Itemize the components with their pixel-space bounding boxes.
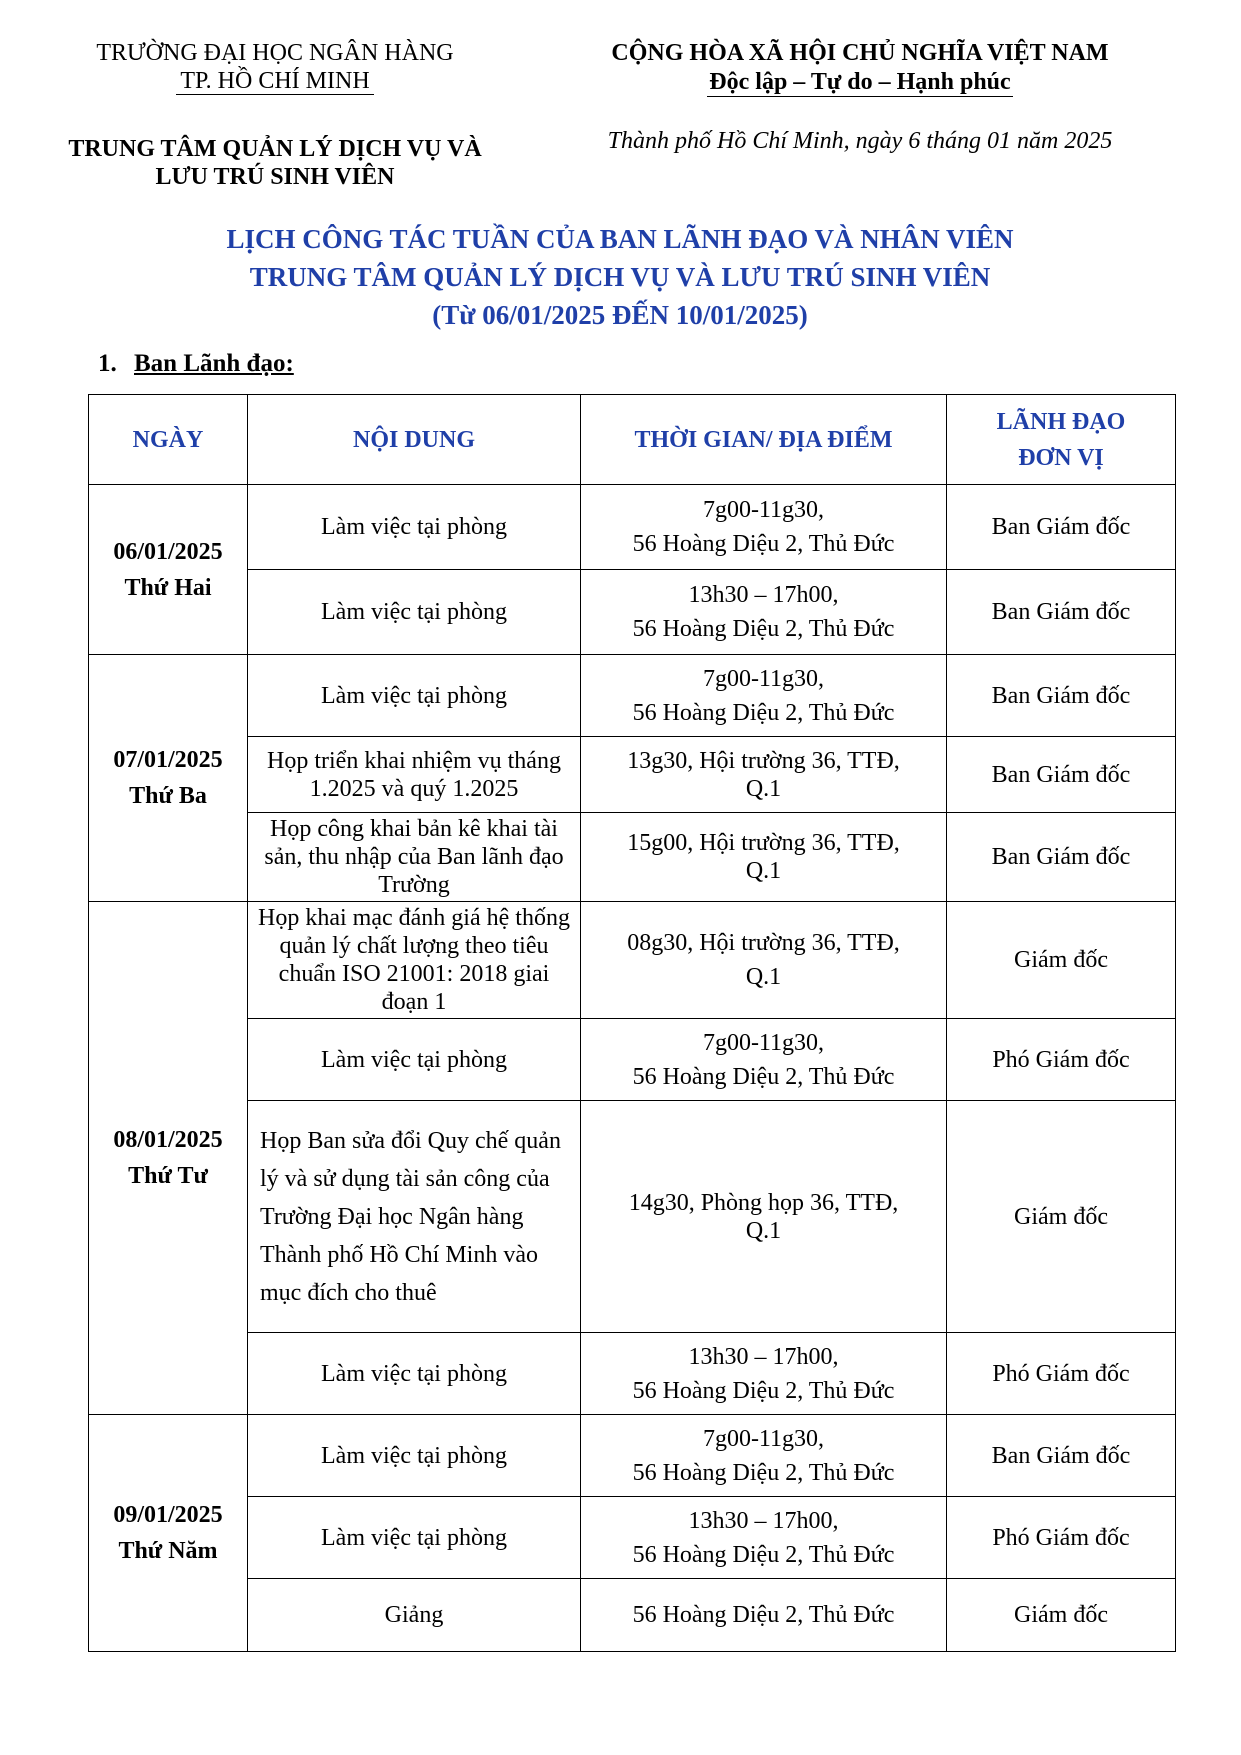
- leader-cell: Phó Giám đốc: [947, 1019, 1176, 1101]
- content-cell: Làm việc tại phòng: [248, 1497, 581, 1579]
- day-date: 07/01/2025: [113, 747, 223, 773]
- time-text: 14g30, Phòng họp 36, TTĐ,: [628, 1189, 899, 1216]
- schedule-table: [88, 394, 1176, 1652]
- time-place-cell: [581, 655, 947, 737]
- time-place-cell: [581, 1497, 947, 1579]
- leader-cell: Phó Giám đốc: [947, 1497, 1176, 1579]
- header-content: NỘI DUNG: [248, 395, 581, 485]
- content-cell: Họp khai mạc đánh giá hệ thống quản lý chất lượng theo tiêu chuẩn ISO 21001: 2018 giai đoạn 1: [248, 902, 581, 1019]
- place-text: 56 Hoàng Diệu 2, Thủ Đức: [632, 1063, 895, 1090]
- leader-cell: Giám đốc: [947, 902, 1176, 1019]
- day-date: 08/01/2025: [113, 1127, 223, 1153]
- leader-cell: Ban Giám đốc: [947, 813, 1176, 902]
- table-row: [89, 1415, 1176, 1497]
- national-motto: Độc lập – Tự do – Hạnh phúc: [709, 69, 1011, 95]
- day-date: 09/01/2025: [113, 1502, 223, 1528]
- leader-cell: Ban Giám đốc: [947, 485, 1176, 570]
- time-text: 7g00-11g30,: [702, 1425, 825, 1452]
- time-place-cell: [581, 485, 947, 570]
- leader-cell: Ban Giám đốc: [947, 1415, 1176, 1497]
- issuer-unit-line1: TRUNG TÂM QUẢN LÝ DỊCH VỤ VÀ: [68, 136, 482, 162]
- time-text: 13g30, Hội trường 36, TTĐ,: [627, 747, 900, 774]
- time-text: 7g00-11g30,: [702, 1029, 825, 1056]
- content-cell: Làm việc tại phòng: [248, 655, 581, 737]
- table-row: [89, 1579, 1176, 1652]
- content-cell: Họp công khai bản kê khai tài sản, thu nhập của Ban lãnh đạo Trường: [248, 813, 581, 902]
- time-place-cell: [581, 737, 947, 813]
- table-row: [89, 1019, 1176, 1101]
- table-row: [89, 1101, 1176, 1333]
- place-text: 56 Hoàng Diệu 2, Thủ Đức: [632, 531, 895, 557]
- place-text: 56 Hoàng Diệu 2, Thủ Đức: [632, 616, 895, 642]
- time-place-cell: [581, 1101, 947, 1333]
- table-header-row: [89, 395, 1176, 485]
- place-text: 56 Hoàng Diệu 2, Thủ Đức: [632, 1459, 895, 1486]
- header-time-place: THỜI GIAN/ ĐỊA ĐIỂM: [581, 395, 947, 485]
- day-date: 06/01/2025: [113, 538, 223, 565]
- title-line3: (Từ 06/01/2025 ĐẾN 10/01/2025): [432, 300, 808, 330]
- content-cell: Làm việc tại phòng: [248, 1019, 581, 1101]
- place-text: 56 Hoàng Diệu 2, Thủ Đức: [632, 699, 895, 726]
- table-row: [89, 1333, 1176, 1415]
- table-row: [89, 737, 1176, 813]
- time-text: 7g00-11g30,: [702, 497, 825, 523]
- day-cell: [89, 485, 248, 655]
- leader-cell: Giám đốc: [947, 1579, 1176, 1652]
- content-cell: Giảng: [248, 1579, 581, 1652]
- place-text: 56 Hoàng Diệu 2, Thủ Đức: [632, 1377, 895, 1404]
- table-row: [89, 485, 1176, 570]
- table-row: [89, 1497, 1176, 1579]
- day-cell: [89, 1415, 248, 1652]
- place-text: 56 Hoàng Diệu 2, Thủ Đức: [632, 1541, 895, 1568]
- national-header: [530, 38, 1190, 155]
- content-cell: Họp Ban sửa đổi Quy chế quản lý và sử dụng tài sản công của Trường Đại học Ngân hàng Thành phố Hồ Chí Minh vào mục đích cho thuê: [248, 1101, 581, 1333]
- header-leader-line1: LÃNH ĐẠO: [996, 408, 1126, 435]
- time-text: 13h30 – 17h00,: [688, 582, 839, 608]
- content-cell: Làm việc tại phòng: [248, 485, 581, 570]
- table-row: [89, 813, 1176, 902]
- content-cell: Họp triển khai nhiệm vụ tháng 1.2025 và quý 1.2025: [248, 737, 581, 813]
- time-text: 7g00-11g30,: [702, 665, 825, 692]
- title-line2: TRUNG TÂM QUẢN LÝ DỊCH VỤ VÀ LƯU TRÚ SINH VIÊN: [249, 262, 991, 292]
- leader-cell: Ban Giám đốc: [947, 737, 1176, 813]
- day-weekday: Thứ Tư: [128, 1163, 208, 1189]
- time-place-cell: 56 Hoàng Diệu 2, Thủ Đức: [581, 1579, 947, 1652]
- document-date: Thành phố Hồ Chí Minh, ngày 6 tháng 01 năm 2025: [607, 128, 1113, 154]
- content-cell: Làm việc tại phòng: [248, 570, 581, 655]
- time-place-cell: [581, 570, 947, 655]
- header-leader: [947, 395, 1176, 485]
- content-cell: Làm việc tại phòng: [248, 1415, 581, 1497]
- day-cell: [89, 655, 248, 902]
- section-number: 1.: [98, 350, 117, 377]
- leader-cell: Giám đốc: [947, 1101, 1176, 1333]
- section-label: Ban Lãnh đạo:: [134, 350, 294, 377]
- day-weekday: Thứ Hai: [124, 574, 212, 601]
- document-title: [60, 220, 1180, 334]
- leader-cell: Phó Giám đốc: [947, 1333, 1176, 1415]
- place-text: Q.1: [745, 775, 782, 802]
- national-title: CỘNG HÒA XÃ HỘI CHỦ NGHĨA VIỆT NAM: [611, 40, 1109, 66]
- issuer-header: [55, 38, 495, 191]
- time-text: 13h30 – 17h00,: [688, 1343, 839, 1370]
- day-cell: [89, 902, 248, 1415]
- issuer-city: TP. HỒ CHÍ MINH: [176, 68, 373, 95]
- time-text: 08g30, Hội trường 36, TTĐ,: [627, 930, 900, 956]
- day-weekday: Thứ Năm: [118, 1538, 218, 1564]
- time-place-cell: [581, 1415, 947, 1497]
- issuer-unit-line2: LƯU TRÚ SINH VIÊN: [155, 164, 395, 190]
- header-leader-line2: ĐƠN VỊ: [1018, 444, 1104, 471]
- table-row: [89, 570, 1176, 655]
- place-text: Q.1: [745, 858, 782, 884]
- time-place-cell: [581, 1019, 947, 1101]
- time-place-cell: [581, 902, 947, 1019]
- title-line1: LỊCH CÔNG TÁC TUẦN CỦA BAN LÃNH ĐẠO VÀ NHÂN VIÊN: [226, 224, 1014, 254]
- content-cell: Làm việc tại phòng: [248, 1333, 581, 1415]
- place-text: Q.1: [745, 964, 782, 990]
- time-place-cell: [581, 813, 947, 902]
- issuer-university: TRƯỜNG ĐẠI HỌC NGÂN HÀNG: [96, 40, 454, 66]
- table-row: [89, 902, 1176, 1019]
- day-weekday: Thứ Ba: [129, 783, 207, 809]
- leader-cell: Ban Giám đốc: [947, 655, 1176, 737]
- time-text: 13h30 – 17h00,: [688, 1507, 839, 1534]
- place-text: Q.1: [745, 1217, 782, 1244]
- time-text: 15g00, Hội trường 36, TTĐ,: [627, 830, 900, 856]
- table-row: [89, 655, 1176, 737]
- header-date: NGÀY: [89, 395, 248, 485]
- time-place-cell: [581, 1333, 947, 1415]
- leader-cell: Ban Giám đốc: [947, 570, 1176, 655]
- section-heading: [98, 350, 294, 378]
